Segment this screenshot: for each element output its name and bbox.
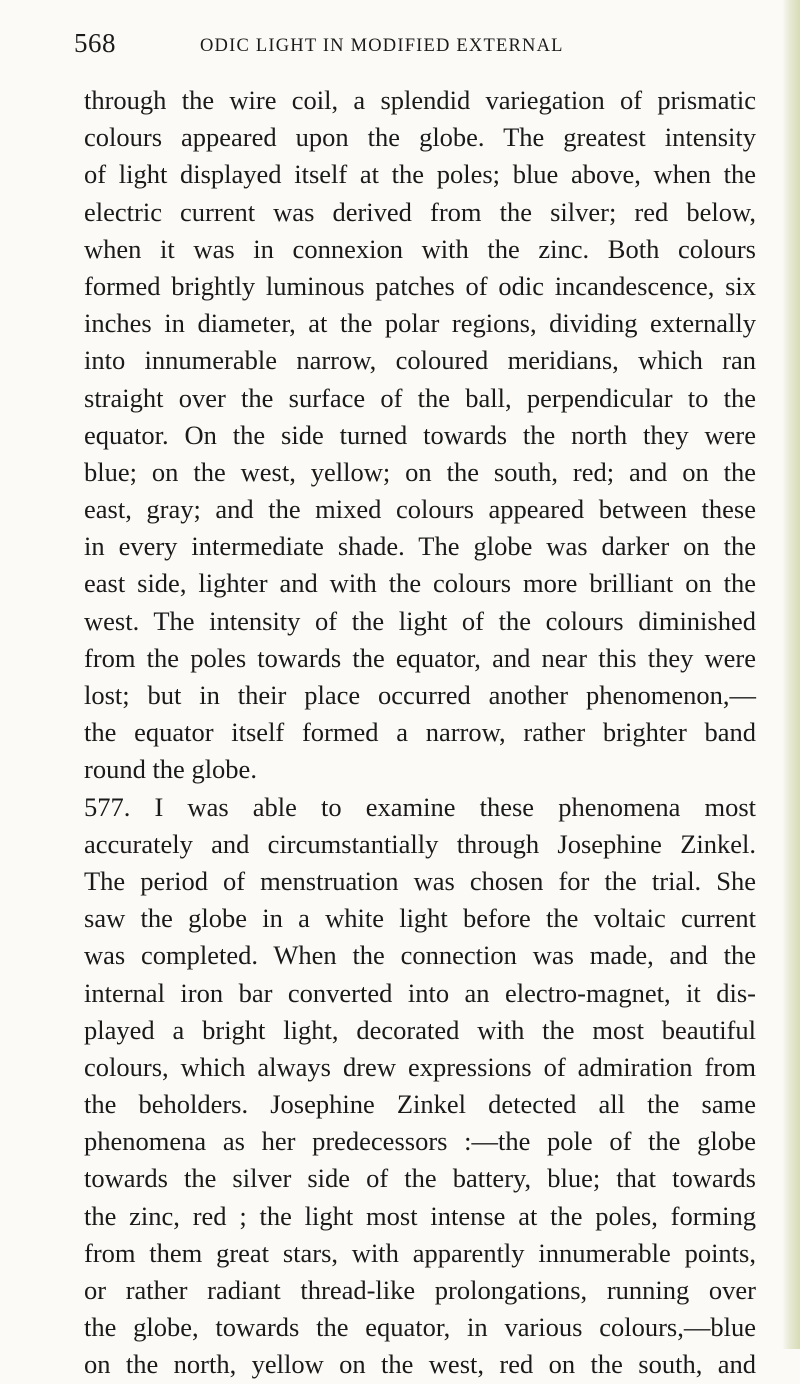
text-line: saw the globe in a white light before the voltaic current: [84, 903, 756, 934]
text-line: accurately and circumstantially through Josephine Zinkel.: [84, 828, 756, 859]
text-line: 577. I was able to examine these phenomena most: [84, 791, 756, 822]
text-line: from the poles towards the equator, and near this they were: [84, 642, 756, 673]
text-line: on the north, yellow on the west, red on the south, and: [84, 1349, 756, 1380]
text-line: straight over the surface of the ball, perpendicular to the: [84, 382, 756, 413]
text-line: into innumerable narrow, coloured meridians, which ran: [84, 345, 756, 376]
text-line: The period of menstruation was chosen for the trial. She: [84, 865, 756, 896]
text-line: internal iron bar converted into an electro-magnet, it dis-: [84, 977, 756, 1008]
text-line: the zinc, red ; the light most intense at the poles, forming: [84, 1200, 756, 1231]
text-line: inches in diameter, at the polar regions, dividing externally: [84, 308, 756, 339]
text-line: east side, lighter and with the colours more brilliant on the: [84, 568, 756, 599]
text-line: or rather radiant thread-like prolongations, running over: [84, 1275, 756, 1305]
text-line: the equator itself formed a narrow, rather brighter band: [84, 717, 756, 748]
text-line: towards the silver side of the battery, blue; that towards: [84, 1163, 756, 1194]
text-line: the beholders. Josephine Zinkel detected all the same: [84, 1089, 756, 1120]
text-line: lost; but in their place occurred another phenomenon,—: [84, 680, 756, 710]
text-line: equator. On the side turned towards the north they were: [84, 419, 756, 450]
page-edge-shadow: [782, 0, 800, 1349]
text-line: when it was in connexion with the zinc. Both colours: [84, 233, 756, 264]
text-line: electric current was derived from the silver; red below,: [84, 196, 756, 227]
text-line: through the wire coil, a splendid variegation of prismatic: [84, 85, 756, 115]
text-line: the globe, towards the equator, in various colours,—blue: [84, 1312, 756, 1343]
text-line: was completed. When the connection was made, and the: [84, 940, 756, 971]
text-line: colours appeared upon the globe. The greatest intensity: [84, 122, 756, 153]
body-text: [84, 82, 756, 1384]
text-line: round the globe.: [84, 754, 257, 785]
text-line: blue; on the west, yellow; on the south, red; and on the: [84, 456, 756, 487]
text-line: formed brightly luminous patches of odic incandescence, six: [84, 270, 756, 301]
page-header: [74, 28, 754, 68]
text-line: from them great stars, with apparently innumerable points,: [84, 1237, 756, 1268]
text-line: east, gray; and the mixed colours appeared between these: [84, 494, 756, 525]
text-line: west. The intensity of the light of the colours diminished: [84, 605, 756, 636]
text-line: phenomena as her predecessors :—the pole of the globe: [84, 1126, 756, 1157]
text-line: played a bright light, decorated with the most beautiful: [84, 1014, 756, 1045]
text-line: of light displayed itself at the poles; blue above, when the: [84, 159, 756, 190]
text-line: colours, which always drew expressions of admiration from: [84, 1051, 756, 1082]
text-line: in every intermediate shade. The globe was darker on the: [84, 531, 756, 562]
page-number: 568: [74, 28, 116, 58]
running-head: ODIC LIGHT IN MODIFIED EXTERNAL: [200, 36, 564, 56]
